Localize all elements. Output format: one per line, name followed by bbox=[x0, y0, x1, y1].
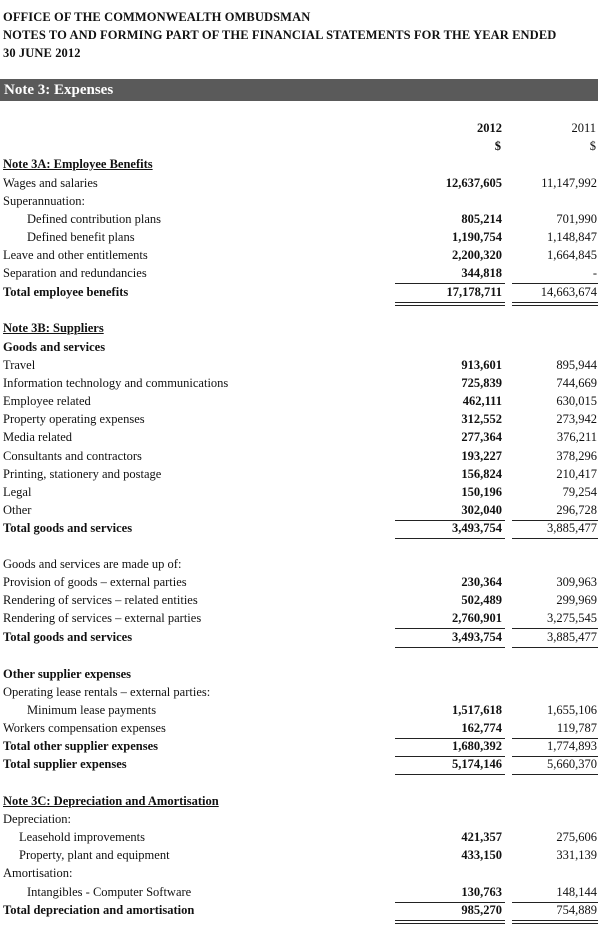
rule-line bbox=[395, 920, 505, 921]
table-row bbox=[0, 266, 600, 284]
value-2011: 701,990 bbox=[556, 212, 597, 226]
value-2012: 156,824 bbox=[461, 467, 502, 481]
value-2011: 210,417 bbox=[556, 467, 597, 481]
value-2012: 985,270 bbox=[461, 903, 502, 917]
column-unit-2012: $ bbox=[494, 139, 501, 153]
table-row bbox=[0, 575, 600, 593]
row-label: Property operating expenses bbox=[3, 412, 145, 426]
value-2011: 119,787 bbox=[556, 721, 597, 735]
value-2012: 913,601 bbox=[461, 358, 502, 372]
value-2012: 1,190,754 bbox=[452, 230, 502, 244]
total-row bbox=[0, 285, 600, 303]
table-row bbox=[0, 212, 600, 230]
section-heading bbox=[0, 157, 600, 175]
table-row bbox=[0, 358, 600, 376]
value-2012: 433,150 bbox=[461, 848, 502, 862]
row-label: Goods and services are made up of: bbox=[3, 557, 182, 571]
value-2012: 725,839 bbox=[461, 376, 502, 390]
table-row bbox=[0, 176, 600, 194]
row-label: Defined contribution plans bbox=[27, 212, 161, 226]
rule-line bbox=[512, 923, 598, 924]
table-row bbox=[0, 449, 600, 467]
value-2011: 148,144 bbox=[556, 885, 597, 899]
value-2011: 14,663,674 bbox=[540, 285, 597, 299]
rule-line bbox=[395, 647, 505, 648]
total-row bbox=[0, 521, 600, 539]
report-header-line-2: NOTES TO AND FORMING PART OF THE FINANCIAL STATEMENTS FOR THE YEAR ENDED bbox=[3, 28, 557, 42]
rule-line bbox=[395, 283, 505, 284]
value-2011: 5,660,370 bbox=[547, 757, 597, 771]
value-2012: 421,357 bbox=[461, 830, 502, 844]
value-2011: 331,139 bbox=[556, 848, 597, 862]
subheading bbox=[0, 340, 600, 358]
value-2011: 376,211 bbox=[556, 430, 597, 444]
value-2012: 130,763 bbox=[461, 885, 502, 899]
value-2012: 2,200,320 bbox=[452, 248, 502, 262]
rule-line bbox=[512, 920, 598, 921]
report-header-line-1: OFFICE OF THE COMMONWEALTH OMBUDSMAN bbox=[3, 10, 311, 24]
section-heading bbox=[0, 321, 600, 339]
rule-line bbox=[512, 283, 598, 284]
row-label: Note 3A: Employee Benefits bbox=[3, 157, 153, 171]
row-label: Legal bbox=[3, 485, 32, 499]
value-2012: 5,174,146 bbox=[452, 757, 502, 771]
value-2012: 502,489 bbox=[461, 593, 502, 607]
rule-line bbox=[395, 628, 505, 629]
value-2012: 230,364 bbox=[461, 575, 502, 589]
value-2012: 12,637,605 bbox=[445, 176, 502, 190]
value-2011: 895,944 bbox=[556, 358, 597, 372]
row-label: Amortisation: bbox=[3, 866, 73, 880]
row-label: Rendering of services – external parties bbox=[3, 611, 202, 625]
value-2012: 17,178,711 bbox=[446, 285, 502, 299]
table-row bbox=[0, 394, 600, 412]
row-label: Separation and redundancies bbox=[3, 266, 147, 280]
value-2011: 11,147,992 bbox=[541, 176, 597, 190]
row-label: Travel bbox=[3, 358, 36, 372]
value-2012: 462,111 bbox=[462, 394, 502, 408]
table-row bbox=[0, 248, 600, 266]
value-2012: 3,493,754 bbox=[452, 630, 502, 644]
row-label: Other bbox=[3, 503, 32, 517]
row-label: Wages and salaries bbox=[3, 176, 98, 190]
rule-line bbox=[395, 923, 505, 924]
row-label: Note 3C: Depreciation and Amortisation bbox=[3, 794, 219, 808]
row-label: Total employee benefits bbox=[3, 285, 129, 299]
table-row bbox=[0, 721, 600, 739]
row-label: Goods and services bbox=[3, 340, 106, 354]
table-row bbox=[0, 685, 600, 703]
table-row bbox=[0, 412, 600, 430]
row-label: Total other supplier expenses bbox=[3, 739, 158, 753]
table-row bbox=[0, 866, 600, 884]
table-row bbox=[0, 230, 600, 248]
value-2011: 3,885,477 bbox=[547, 521, 597, 535]
table-row bbox=[0, 194, 600, 212]
rule-line bbox=[395, 305, 505, 306]
row-label: Total supplier expenses bbox=[3, 757, 127, 771]
value-2012: 277,364 bbox=[461, 430, 502, 444]
value-2012: 150,196 bbox=[461, 485, 502, 499]
value-2011: - bbox=[592, 266, 597, 280]
value-2012: 3,493,754 bbox=[452, 521, 502, 535]
row-label: Information technology and communications bbox=[3, 376, 229, 390]
row-label: Media related bbox=[3, 430, 73, 444]
row-label: Note 3B: Suppliers bbox=[3, 321, 104, 335]
row-label: Superannuation: bbox=[3, 194, 85, 208]
row-label: Consultants and contractors bbox=[3, 449, 142, 463]
column-year-2012: 2012 bbox=[477, 121, 502, 135]
value-2012: 1,680,392 bbox=[452, 739, 502, 753]
row-label: Total depreciation and amortisation bbox=[3, 903, 195, 917]
rule-line bbox=[512, 628, 598, 629]
value-2011: 1,774,893 bbox=[547, 739, 597, 753]
table-row bbox=[0, 848, 600, 866]
table-row bbox=[0, 503, 600, 521]
total-row bbox=[0, 757, 600, 775]
report-header-line-3: 30 JUNE 2012 bbox=[3, 46, 81, 60]
value-2011: 744,669 bbox=[556, 376, 597, 390]
value-2011: 1,655,106 bbox=[547, 703, 597, 717]
value-2012: 302,040 bbox=[461, 503, 502, 517]
total-row bbox=[0, 903, 600, 921]
table-row bbox=[0, 703, 600, 721]
rule-line bbox=[512, 538, 598, 539]
table-row bbox=[0, 593, 600, 611]
rule-line bbox=[512, 647, 598, 648]
value-2012: 162,774 bbox=[461, 721, 502, 735]
row-label: Intangibles - Computer Software bbox=[27, 885, 192, 899]
rule-line bbox=[512, 774, 598, 775]
row-label: Leasehold improvements bbox=[19, 830, 146, 844]
row-label: Defined benefit plans bbox=[27, 230, 135, 244]
row-label: Employee related bbox=[3, 394, 91, 408]
value-2012: 312,552 bbox=[461, 412, 502, 426]
table-row bbox=[0, 557, 600, 575]
table-row bbox=[0, 611, 600, 629]
row-label: Provision of goods – external parties bbox=[3, 575, 187, 589]
table-row bbox=[0, 485, 600, 503]
value-2012: 344,818 bbox=[461, 266, 502, 280]
row-label: Minimum lease payments bbox=[27, 703, 157, 717]
table-row bbox=[0, 430, 600, 448]
value-2011: 299,969 bbox=[556, 593, 597, 607]
rule-line bbox=[512, 302, 598, 303]
row-label: Operating lease rentals – external parties: bbox=[3, 685, 211, 699]
value-2012: 805,214 bbox=[461, 212, 502, 226]
value-2012: 2,760,901 bbox=[452, 611, 502, 625]
row-label: Depreciation: bbox=[3, 812, 72, 826]
value-2011: 754,889 bbox=[556, 903, 597, 917]
value-2011: 1,148,847 bbox=[547, 230, 597, 244]
note-title: Note 3: Expenses bbox=[4, 82, 114, 98]
value-2011: 309,963 bbox=[556, 575, 597, 589]
table-row bbox=[0, 812, 600, 830]
value-2011: 273,942 bbox=[556, 412, 597, 426]
note-title-bar bbox=[0, 79, 598, 101]
row-label: Workers compensation expenses bbox=[3, 721, 166, 735]
table-row bbox=[0, 376, 600, 394]
value-2011: 3,275,545 bbox=[547, 611, 597, 625]
total-row bbox=[0, 630, 600, 648]
rule-line bbox=[395, 538, 505, 539]
column-unit-2011: $ bbox=[589, 139, 596, 153]
row-label: Total goods and services bbox=[3, 630, 133, 644]
value-2012: 1,517,618 bbox=[452, 703, 502, 717]
table-row bbox=[0, 830, 600, 848]
table-row bbox=[0, 467, 600, 485]
row-label: Printing, stationery and postage bbox=[3, 467, 162, 481]
subheading bbox=[0, 667, 600, 685]
value-2011: 1,664,845 bbox=[547, 248, 597, 262]
value-2011: 275,606 bbox=[556, 830, 597, 844]
row-label: Total goods and services bbox=[3, 521, 133, 535]
value-2011: 630,015 bbox=[556, 394, 597, 408]
row-label: Rendering of services – related entities bbox=[3, 593, 198, 607]
total-row bbox=[0, 739, 600, 757]
value-2011: 296,728 bbox=[556, 503, 597, 517]
value-2011: 378,296 bbox=[556, 449, 597, 463]
value-2011: 3,885,477 bbox=[547, 630, 597, 644]
table-row bbox=[0, 885, 600, 903]
row-label: Leave and other entitlements bbox=[3, 248, 148, 262]
section-heading bbox=[0, 794, 600, 812]
row-label: Property, plant and equipment bbox=[19, 848, 170, 862]
rule-line bbox=[395, 774, 505, 775]
value-2012: 193,227 bbox=[461, 449, 502, 463]
rule-line bbox=[512, 305, 598, 306]
column-year-2011: 2011 bbox=[571, 121, 596, 135]
value-2011: 79,254 bbox=[562, 485, 597, 499]
rule-line bbox=[395, 302, 505, 303]
row-label: Other supplier expenses bbox=[3, 667, 132, 681]
